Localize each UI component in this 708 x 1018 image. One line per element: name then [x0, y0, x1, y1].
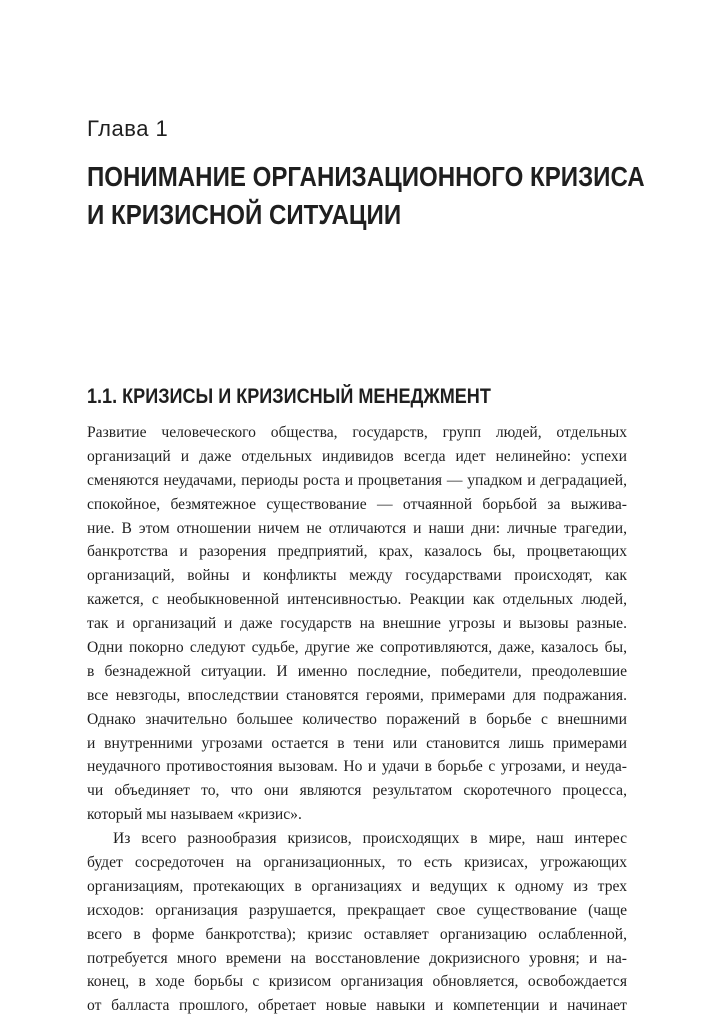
text-line: сменяются неудачами, периоды роста и процветания — упадком и деградацией,	[87, 471, 627, 489]
text-line: в безнадежной ситуации. И именно последние, победители, преодолевшие	[87, 662, 627, 680]
text-line: будет сосредоточен на организационных, то есть кризисах, угрожающих	[87, 854, 627, 872]
text-line: чи объединяет то, что они являются результатом скоротечного процесса,	[87, 782, 627, 800]
text-line: неудачного противостояния вызовам. Но и удачи в борьбе с угрозами, и неуда-	[87, 758, 627, 776]
text-line: так и организаций и даже государств на внешние угрозы и вызовы разные.	[87, 615, 627, 633]
text-line: организациям, протекающих в организациях и ведущих к одному из трех	[87, 877, 627, 895]
section-title: 1.1. КРИЗИСЫ И КРИЗИСНЫЙ МЕНЕДЖМЕНТ	[87, 385, 491, 408]
chapter-title	[87, 158, 645, 234]
text-line: и внутренними угрозами остается в тени или становится лишь примерами	[87, 734, 627, 752]
text-line: всего в форме банкротства); кризис оставляет организацию ослабленной,	[87, 925, 627, 943]
chapter-title-line-1: ПОНИМАНИЕ ОРГАНИЗАЦИОННОГО КРИЗИСА	[87, 161, 645, 192]
text-line: конец, в ходе борьбы с кризисом организация обновляется, освобождается	[87, 973, 627, 991]
text-line: организаций и даже отдельных индивидов всегда идет нелинейно: успехи	[87, 447, 627, 465]
paragraph-2	[87, 827, 627, 1018]
chapter-title-line-2: И КРИЗИСНОЙ СИТУАЦИИ	[87, 199, 402, 230]
text-line: Из всего разнообразия кризисов, происходящих в мире, наш интерес	[113, 830, 627, 848]
text-line: Однако значительно большее количество поражений в борьбе с внешними	[87, 710, 627, 728]
text-line: спокойное, безмятежное существование — отчаянной борьбой за выжива-	[87, 495, 627, 513]
text-line: от балласта прошлого, обретает новые навыки и компетенции и начинает	[87, 997, 627, 1015]
text-line: Развитие человеческого общества, государств, групп людей, отдельных	[87, 424, 627, 441]
text-line: ние. В этом отношении ничем не отличаются и наши дни: личные трагедии,	[87, 519, 627, 537]
text-line: кажется, с необыкновенной интенсивностью. Реакции как отдельных людей,	[87, 591, 627, 609]
paragraph-1	[87, 421, 627, 827]
text-line: организаций, войны и конфликты между государствами происходят, как	[87, 567, 627, 585]
text-line: Одни покорно следуют судьбе, другие же сопротивляются, даже, казалось бы,	[87, 639, 627, 657]
text-line: потребуется много времени на восстановление докризисного уровня; и на-	[87, 949, 627, 967]
body-text	[87, 421, 627, 1018]
text-line: все невзгоды, впоследствии становятся героями, примерами для подражания.	[87, 686, 627, 704]
chapter-label: Глава 1	[87, 116, 169, 141]
text-line: который мы называем «кризис».	[87, 806, 302, 824]
text-line: исходов: организация разрушается, прекращает свое существование (чаще	[87, 901, 627, 919]
text-line: банкротства и разорения предприятий, крах, казалось бы, процветающих	[87, 543, 627, 561]
